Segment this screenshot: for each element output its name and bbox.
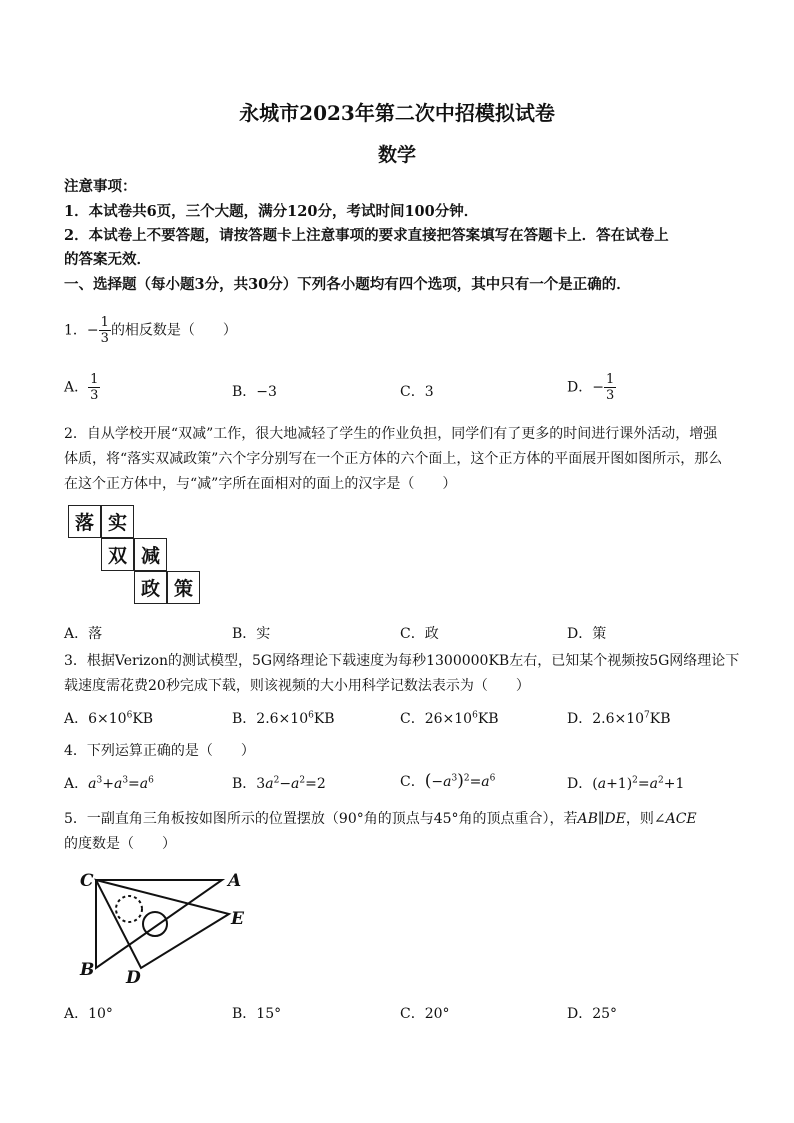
question-2-option-a[interactable]: A．落 xyxy=(64,626,103,642)
question-2-line-2: 体质，将“落实双减政策”六个字分别写在一个正方体的六个面上，这个正方体的平面展开图如图所示，那么 xyxy=(64,451,723,467)
question-1-option-d[interactable]: D．− $\frac{1}{3}$ xyxy=(567,372,615,403)
question-3-option-d[interactable]: D．$2.6\times 10^7KB$ xyxy=(567,710,671,727)
notes-item-1: 1．本试卷共6页，三个大题，满分120分，考试时间100分钟． xyxy=(64,203,479,220)
notes-item-2-line-2: 的答案无效． xyxy=(64,251,151,268)
label-c: C xyxy=(80,871,94,891)
question-2-option-c[interactable]: C．政 xyxy=(400,626,439,642)
question-4-option-a[interactable]: A．$a^3+a^3=a^6$ xyxy=(64,775,154,792)
question-5-option-d[interactable]: D．25° xyxy=(567,1006,618,1022)
net-cell: 双 xyxy=(101,538,134,571)
question-2-line-1: 2．自从学校开展“双减”工作，很大地减轻了学生的作业负担，同学们有了更多的时间进行课外活动，增强 xyxy=(64,426,718,442)
label-b: B xyxy=(80,960,95,980)
question-4-option-b[interactable]: B．$3a^2-a^2=2$ xyxy=(232,775,326,792)
notes-heading: 注意事项： xyxy=(64,178,137,195)
question-1-option-b[interactable]: B．−3 xyxy=(232,384,277,400)
question-5-option-b[interactable]: B．15° xyxy=(232,1006,282,1022)
question-1-option-a[interactable]: A． $\frac{1}{3}$ xyxy=(64,372,99,403)
question-3-option-a[interactable]: A．$6\times 10^6KB$ xyxy=(64,710,154,727)
label-a: A xyxy=(228,871,242,891)
question-1-stem: 1．− $\frac{1}{3}$ 的相反数是（ ） xyxy=(64,315,237,346)
triangle-figure xyxy=(74,866,254,991)
question-5-line-1: 5．一副直角三角板按如图所示的位置摆放（90°角的顶点与45°角的顶点重合），若AB∥DE，则∠ACE xyxy=(64,811,697,827)
question-2-option-d[interactable]: D．策 xyxy=(567,626,607,642)
net-cell: 政 xyxy=(134,571,167,604)
net-cell: 实 xyxy=(101,505,134,538)
dashed-hole-circle xyxy=(116,896,142,922)
net-cell: 减 xyxy=(134,538,167,571)
net-cell: 策 xyxy=(167,571,200,604)
question-4-stem: 4．下列运算正确的是（ ） xyxy=(64,743,255,759)
question-3-option-b[interactable]: B．$2.6\times 10^6KB$ xyxy=(232,710,335,727)
label-e: E xyxy=(231,909,244,929)
question-2-option-b[interactable]: B．实 xyxy=(232,626,271,642)
subject-title: 数学 xyxy=(377,144,416,166)
question-1-fraction: $\frac{1}{3}$ xyxy=(100,315,109,346)
question-4-option-c[interactable]: C．$(-a^3)^2=a^6$ xyxy=(400,771,496,791)
set-square-45 xyxy=(96,880,222,968)
question-3-line-2: 载速度需花费20秒完成下载，则该视频的大小用科学记数法表示为（ ） xyxy=(64,678,530,694)
question-2-line-3: 在这个正方体中，与“减”字所在面相对的面上的汉字是（ ） xyxy=(64,476,457,492)
question-1-number: 1． xyxy=(64,322,87,339)
section-1-heading: 一、选择题（每小题3分，共30分）下列各小题均有四个选项，其中只有一个是正确的． xyxy=(64,276,631,293)
question-3-option-c[interactable]: C．$26\times 10^6KB$ xyxy=(400,710,499,727)
question-5-line-2: 的度数是（ ） xyxy=(64,836,176,852)
question-3-line-1: 3．根据Verizon的测试模型，5G网络理论下载速度为每秒1300000KB左右，已知某个视频按5G网络理论下 xyxy=(64,653,740,669)
question-1-option-c[interactable]: C．3 xyxy=(400,384,434,400)
question-5-option-c[interactable]: C．20° xyxy=(400,1006,450,1022)
question-4-option-d[interactable]: D．$(a+1)^2=a^2+1$ xyxy=(567,775,685,792)
exam-title: 永城市2023年第二次中招模拟试卷 xyxy=(239,101,555,125)
net-cell: 落 xyxy=(68,505,101,538)
notes-item-2-line-1: 2．本试卷上不要答题，请按答题卡上注意事项的要求直接把答案填写在答题卡上．答在试卷上 xyxy=(64,227,669,244)
label-d: D xyxy=(126,968,141,988)
question-5-option-a[interactable]: A．10° xyxy=(64,1006,113,1022)
hole-circle xyxy=(143,912,167,936)
